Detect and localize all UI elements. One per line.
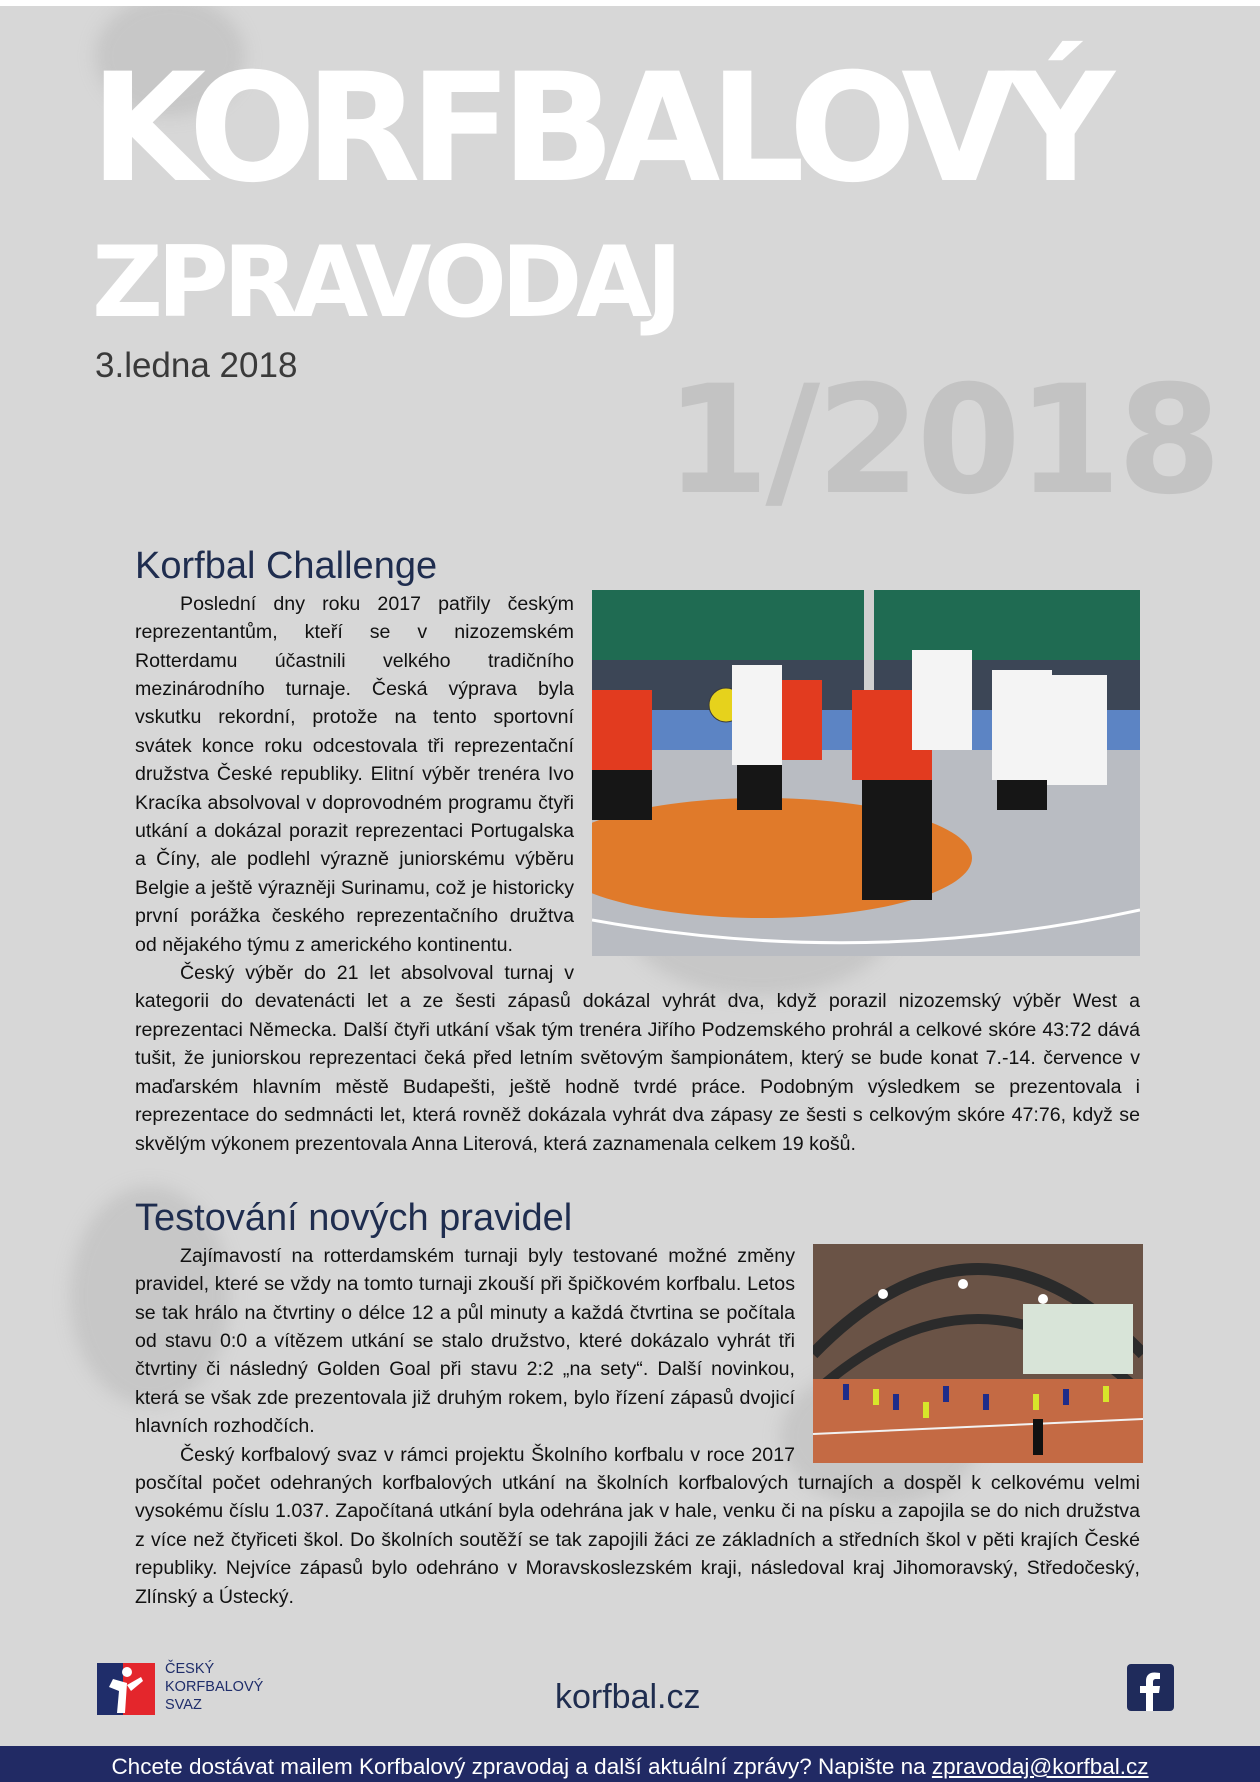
article-korfbal-challenge — [135, 546, 1140, 1158]
newsletter-page — [0, 6, 1260, 1782]
website-link[interactable]: korfbal.cz — [555, 1678, 701, 1716]
logo-line: KORFBALOVÝ — [165, 1679, 264, 1695]
article-paragraph: Český korfbalový svaz v rámci projektu Školního korfbalu v roce 2017 posčítal počet odehraných korfbalových utkání na školních korfbalových turnajích a dospěl k celkovému velmi vysokému číslu 1.037. Započítaná utkání byla odehrána jak v hale, venku či na písku a zapojila se do nich družstva z více než čtyřiceti škol. Do školních soutěží se tak zapojili žáci ze základních a středních škol v pěti krajích České republiky. Nejvíce zápasů bylo odehráno v Moravskoslezském kraji, následoval kraj Jihomoravský, Středočeský, Zlínský a Ústecký. — [135, 1443, 1140, 1608]
article-paragraph: Zajímavostí na rotterdamském turnaji byly testované možné změny pravidel, které se vždy na tomto turnaji zkouší při špičkovém korfbalu. Letos se tak hrálo na čtvrtiny o délce 12 a půl minuty a každá čtvrtina se počítala od stavu 0:0 a vítězem utkání se stalo družstvo, které dokázalo vyhrát tři čtvrtiny či následný Golden Goal při stavu 2:2 „na sety“. Další novinkou, která se však zde prezentovala již druhým rokem, bylo řízení zápasů dvojicí hlavních rozhodčích. — [135, 1244, 795, 1438]
logo-line: ČESKÝ — [165, 1661, 215, 1677]
newsletter-bar — [0, 1746, 1260, 1782]
match-photo-illustration — [592, 590, 1140, 956]
issue-date: 3.ledna 2018 — [95, 346, 298, 385]
masthead-title: KORFBALOVÝ — [90, 42, 1104, 216]
gym-photo-illustration — [813, 1244, 1143, 1463]
article-rules-testing — [135, 1198, 1140, 1611]
article-paragraph: Poslední dny roku 2017 patřily českým reprezentantům, kteří se v nizozemském Rotterdamu účastnili velkého tradičního mezinárodního turnaje. Česká výprava byla vskutku rekordní, protože na tento sportovní svátek konce roku odcestovala tři reprezentační družstva České republiky. Elitní výběr trenéra Ivo Kracíka absolvoval v doprovodném programu čtyři utkání a dokázal porazit reprezentaci Portugalska a Číny, ale podlehl výrazně juniorskému výběru Belgie a ještě výrazněji Surinamu, což je historicky první porážka českého reprezentačního družtva od nějakého týmu z amerického kontinentu. — [135, 592, 574, 956]
newsletter-text: Chcete dostávat mailem Korfbalový zpravodaj a další aktuální zprávy? Napište na — [111, 1754, 932, 1779]
logo-text — [165, 1660, 263, 1714]
issue-number: 1/2018 — [665, 354, 1218, 528]
facebook-glyph-icon — [1127, 1664, 1174, 1711]
match-photo — [592, 590, 1140, 956]
gym-photo — [813, 1244, 1143, 1463]
article-heading: Testování nových pravidel — [135, 1197, 573, 1239]
article-heading: Korfbal Challenge — [135, 545, 438, 587]
newsletter-email-link[interactable]: zpravodaj@korfbal.cz — [931, 1754, 1149, 1779]
logo-mark-icon — [97, 1663, 155, 1715]
article-paragraph: Český výběr do 21 let absolvoval turnaj v kategorii do devatenácti let a ze šesti zápasů dokázal vyhrát dva, když porazil nizozemský výběr West a reprezentaci Německa. Další čtyři utkání však tým trenéra Jiřího Podzemského prohrál a celkové skóre 43:72 dává tušit, že juniorskou reprezentaci čeká před letním světovým šampionátem, který se bude konat 7.-14. července v maďarském hlavním městě Budapešti, ještě hodně tvrdé práce. Podobným výsledkem se prezentovala i reprezentace do sedmnácti let, která rovněž dokázala vyhrát dva zápasy ze šesti s celkovým skóre 47:76, když se skvělým výkonem prezentovala Anna Literová, která zaznamenala celkem 19 košů. — [135, 962, 1140, 1155]
masthead-subtitle: ZPRAVODAJ — [92, 226, 677, 340]
logo-line: SVAZ — [165, 1697, 202, 1713]
facebook-icon[interactable] — [1127, 1664, 1174, 1711]
ceskykorfbalovysvaz-logo[interactable] — [97, 1660, 297, 1716]
